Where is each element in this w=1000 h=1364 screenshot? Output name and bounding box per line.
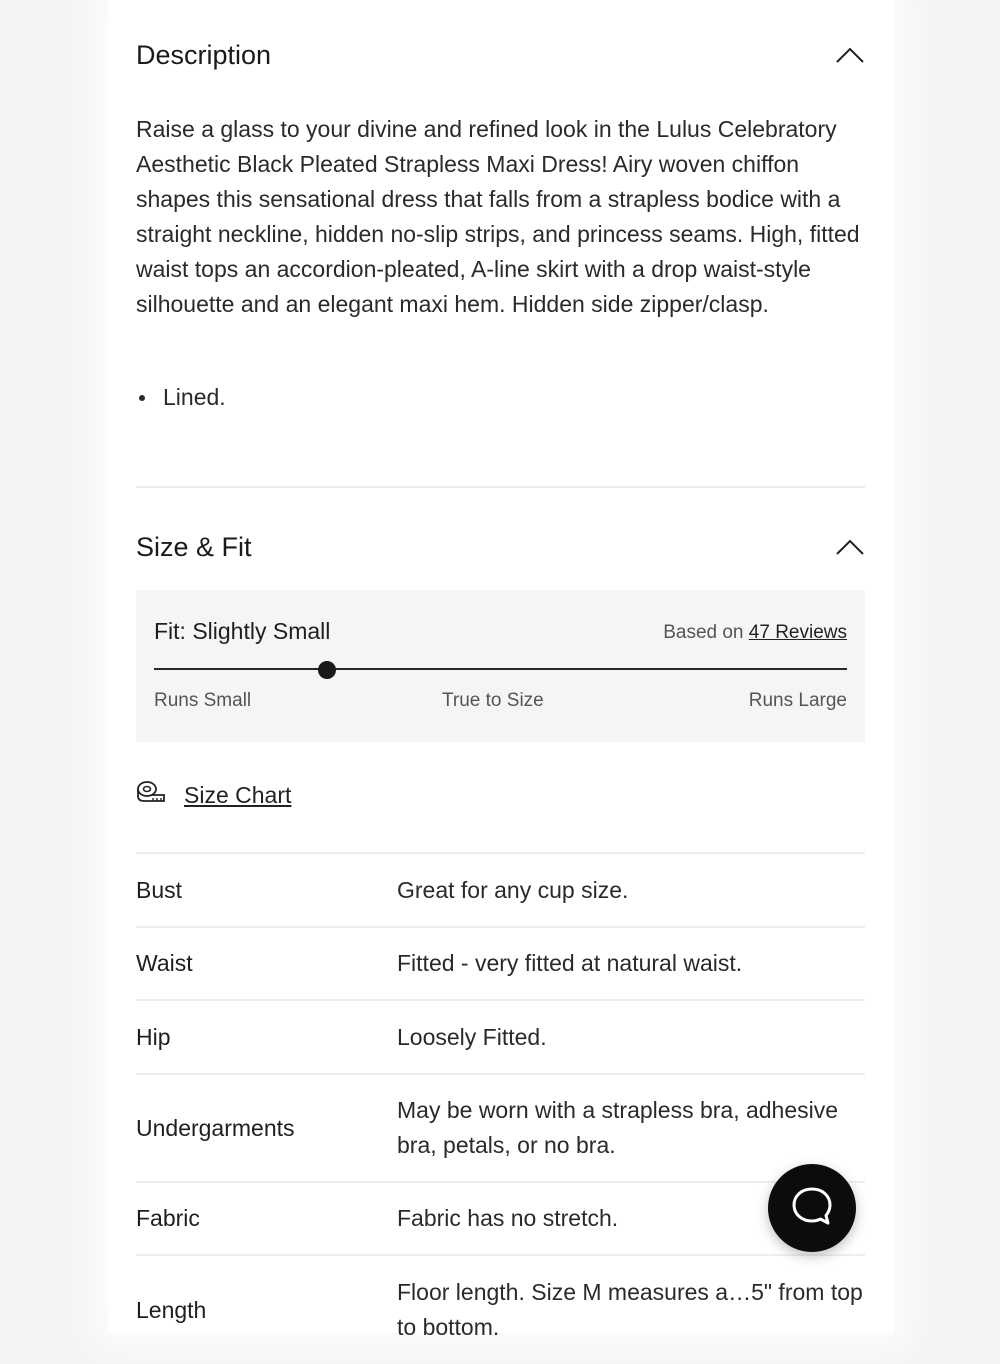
table-row	[136, 852, 865, 926]
bullet-text: Lined.	[163, 384, 226, 410]
table-row	[136, 999, 865, 1073]
description-title: Description	[136, 39, 272, 70]
spec-value-hip: Loosely Fitted.	[397, 1023, 547, 1050]
fit-scale-runs-small: Runs Small	[154, 690, 252, 711]
table-row	[136, 926, 865, 999]
fit-scale-runs-large: Runs Large	[748, 690, 847, 711]
chat-button[interactable]	[768, 1164, 856, 1252]
spec-key-length: Length	[136, 1296, 207, 1323]
spec-value-bust: Great for any cup size.	[397, 876, 629, 903]
fit-label: Fit: Slightly Small	[154, 618, 331, 644]
list-item	[136, 384, 226, 411]
spec-key-fabric: Fabric	[136, 1205, 200, 1231]
chat-bubble-icon	[791, 1186, 833, 1231]
size-fit-header[interactable]	[136, 527, 865, 567]
chevron-up-icon[interactable]	[835, 532, 865, 562]
size-chart-link[interactable]	[136, 780, 291, 810]
section-divider	[136, 486, 865, 488]
bullet-icon	[139, 395, 145, 401]
measuring-tape-icon	[136, 780, 166, 810]
spec-key-waist: Waist	[136, 950, 193, 976]
size-fit-specs	[136, 852, 865, 1364]
spec-value-undergarments: May be worn with a strapless bra, adhesive bra, petals, or no bra.	[397, 1097, 839, 1158]
description-header[interactable]	[136, 35, 865, 75]
spec-key-bust: Bust	[136, 876, 183, 903]
size-fit-title: Size & Fit	[136, 531, 252, 562]
spec-value-length: Floor length. Size M measures a…5" from top to bottom.	[397, 1279, 863, 1340]
spec-value-fabric: Fabric has no stretch.	[397, 1205, 619, 1231]
size-chart-label: Size Chart	[184, 781, 292, 808]
fit-reviews	[663, 622, 847, 644]
fit-track	[154, 668, 847, 670]
spec-value-waist: Fitted - very fitted at natural waist.	[397, 950, 743, 976]
fit-meter	[136, 590, 865, 742]
based-on-text: Based on	[663, 622, 744, 643]
description-bullets	[136, 384, 226, 411]
table-row	[136, 1254, 865, 1364]
fit-scale-true-to-size: True to Size	[442, 690, 544, 711]
spec-key-undergarments: Undergarments	[136, 1114, 295, 1141]
chevron-up-icon[interactable]	[835, 40, 865, 70]
table-row	[136, 1181, 865, 1254]
fit-indicator	[318, 661, 336, 679]
spec-key-hip: Hip	[136, 1023, 171, 1050]
description-body: Raise a glass to your divine and refined look in the Lulus Celebratory Aesthetic Black Pleated Strapless Maxi Dress! Airy woven chiffon shapes this sensational dress that falls from a strapless bodice with a straight neckline, hidden no-slip strips, and princess seams. High, fitted waist tops an accordion-pleated, A-line skirt with a drop waist-style silhouette and an elegant maxi hem. Hidden side zipper/clasp.	[136, 116, 860, 317]
table-row	[136, 1073, 865, 1181]
reviews-link[interactable]: 47 Reviews	[748, 622, 847, 643]
